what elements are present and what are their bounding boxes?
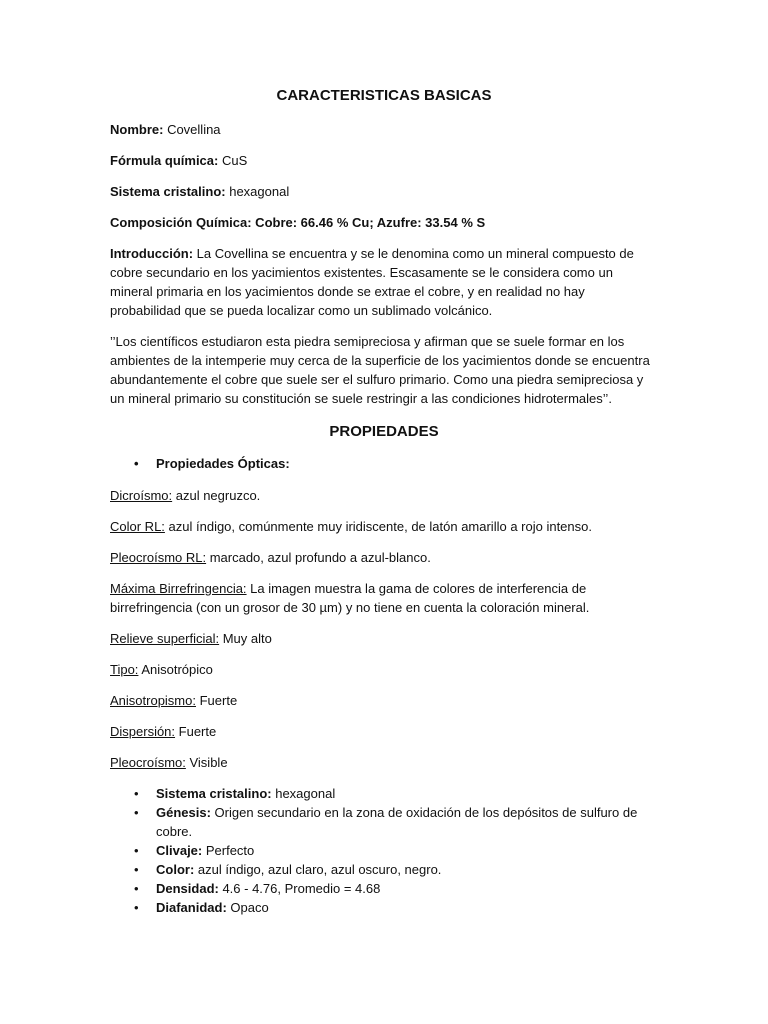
optical-value: azul negruzco.	[172, 488, 261, 503]
field-formula	[110, 151, 658, 170]
list-item	[110, 784, 658, 803]
field-label: Sistema cristalino:	[110, 184, 226, 199]
field-label: Nombre:	[110, 122, 164, 137]
optical-row	[110, 691, 658, 710]
optical-value: marcado, azul profundo a azul-blanco.	[206, 550, 431, 565]
optical-row	[110, 753, 658, 772]
optical-label: Relieve superficial:	[110, 631, 220, 646]
optical-row	[110, 722, 658, 741]
list-item	[110, 841, 658, 860]
list-item-label: Propiedades Ópticas:	[156, 456, 290, 471]
optical-label: Pleocroísmo:	[110, 755, 186, 770]
optical-value: Fuerte	[175, 724, 217, 739]
bullet-icon: •	[134, 881, 139, 896]
list-item-label: Color:	[156, 862, 195, 877]
list-item-value: hexagonal	[271, 786, 336, 801]
field-label: Composición Química: Cobre: 66.46 % Cu; Azufre: 33.54 % S	[110, 215, 486, 230]
field-value: Covellina	[163, 122, 221, 137]
optical-label: Pleocroísmo RL:	[110, 550, 207, 565]
page-title: CARACTERISTICAS BASICAS	[276, 87, 492, 104]
optical-row	[110, 579, 658, 617]
quote-paragraph: ’’Los científicos estudiaron esta piedra semipreciosa y afirman que se suele formar en los ambientes de la intemperie muy cerca de la superficie de los yacimientos donde se encuentra abundantemente el cobre que suele ser el sulfuro primario. Como una piedra semipreciosa y un mineral primario su constitución se suele restringir a las condiciones hidrotermales’’.	[110, 334, 650, 406]
bullet-icon: •	[134, 786, 139, 801]
optical-value: Anisotrópico	[138, 662, 213, 677]
intro-text: La Covellina se encuentra y se le denomina como un mineral compuesto de cobre secundario en los yacimientos existentes. Escasamente se le considera como un mineral primaria en los yacimientos donde se extrae el cobre, y en realidad no hay probabilidad que se pueda localizar como un sublimado volcánico.	[110, 246, 634, 318]
intro-label: Introducción:	[110, 246, 194, 261]
summary-list	[110, 784, 658, 917]
list-item-label: Clivaje:	[156, 843, 203, 858]
optical-value: Muy alto	[219, 631, 272, 646]
optical-label: Máxima Birrefringencia:	[110, 581, 247, 596]
field-composicion	[110, 213, 658, 232]
optical-label: Tipo:	[110, 662, 139, 677]
list-item-value: Opaco	[226, 900, 269, 915]
optical-value: azul índigo, comúnmente muy iridiscente, de latón amarillo a rojo intenso.	[164, 519, 592, 534]
optical-row	[110, 660, 658, 679]
list-item-label: Génesis:	[156, 805, 211, 820]
optical-label: Dispersión:	[110, 724, 176, 739]
bullet-icon: •	[134, 843, 139, 858]
bullet-icon: •	[134, 805, 139, 820]
section-title: PROPIEDADES	[329, 423, 439, 440]
optical-label: Dicroísmo:	[110, 488, 173, 503]
optical-value: Fuerte	[195, 693, 238, 708]
list-item-label: Densidad:	[156, 881, 219, 896]
optical-row	[110, 517, 658, 536]
field-value: CuS	[218, 153, 248, 168]
optical-row	[110, 629, 658, 648]
optical-label: Color RL:	[110, 519, 165, 534]
list-item	[110, 898, 658, 917]
field-label: Fórmula química:	[110, 153, 219, 168]
optics-list	[110, 454, 658, 473]
list-item	[110, 803, 658, 841]
bullet-icon: •	[134, 900, 139, 915]
intro-paragraph	[110, 244, 658, 320]
optical-row	[110, 486, 658, 505]
list-item-label: Sistema cristalino:	[156, 786, 272, 801]
list-item	[110, 879, 658, 898]
optical-label: Anisotropismo:	[110, 693, 196, 708]
list-item-value: 4.6 - 4.76, Promedio = 4.68	[218, 881, 381, 896]
document-body	[110, 86, 658, 929]
optical-value: La imagen muestra la gama de colores de interferencia de birrefringencia (con un grosor de 30 µm) y no tiene en cuenta la coloración mineral.	[110, 581, 590, 615]
list-item-value: Origen secundario en la zona de oxidación de los depósitos de sulfuro de cobre.	[156, 805, 638, 839]
field-sistema	[110, 182, 658, 201]
optical-value: Visible	[185, 755, 228, 770]
bullet-icon: •	[134, 456, 139, 471]
bullet-icon: •	[134, 862, 139, 877]
list-item	[110, 454, 658, 473]
optical-row	[110, 548, 658, 567]
list-item	[110, 860, 658, 879]
list-item-label: Diafanidad:	[156, 900, 227, 915]
field-value: hexagonal	[225, 184, 290, 199]
list-item-value: Perfecto	[202, 843, 255, 858]
field-nombre	[110, 120, 658, 139]
list-item-value: azul índigo, azul claro, azul oscuro, negro.	[194, 862, 442, 877]
